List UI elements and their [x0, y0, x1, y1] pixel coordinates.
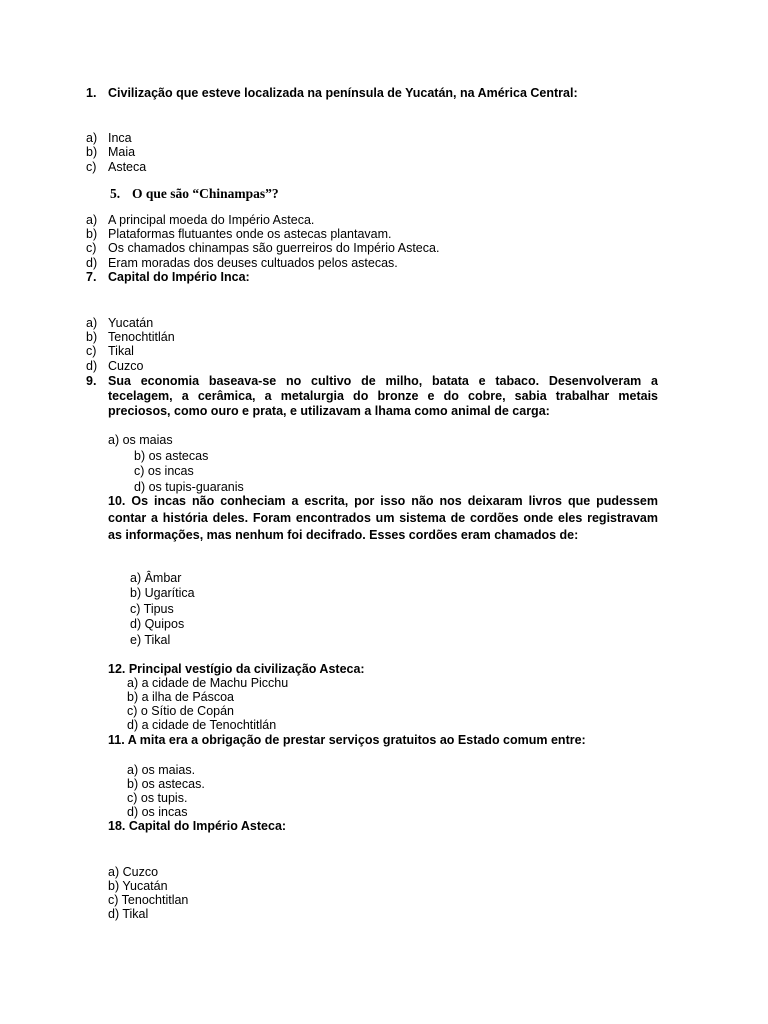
q12-option-b: b) a ilha de Páscoa — [127, 690, 235, 704]
q7-option-d: d) Cuzco — [86, 359, 144, 373]
question-5-title: 5. O que são “Chinampas”? — [110, 186, 279, 201]
q5-option-d: d) Eram moradas dos deuses cultuados pelos astecas. — [86, 256, 398, 270]
q7-option-b: b) Tenochtitlán — [86, 330, 175, 344]
q18-option-a: a) Cuzco — [108, 865, 159, 879]
q12-option-a: a) a cidade de Machu Picchu — [127, 676, 289, 690]
q9-option-a: a) os maias — [108, 433, 173, 447]
q9-option-d: d) os tupis-guaranis — [134, 480, 244, 494]
q18-option-c: c) Tenochtitlan — [108, 893, 189, 907]
q5-option-a: a) A principal moeda do Império Asteca. — [86, 213, 315, 227]
q11-option-d: d) os incas — [127, 805, 188, 819]
q5-option-b: b) Plataformas flutuantes onde os astecas plantavam. — [86, 227, 392, 241]
q11-option-a: a) os maias. — [127, 763, 196, 777]
q10-option-a: a) Âmbar — [130, 571, 182, 585]
question-9-line-3: preciosos, como ouro e prata, e utilizavam a lhama como animal de carga: — [108, 404, 550, 418]
q12-option-d: d) a cidade de Tenochtitlán — [127, 718, 277, 732]
q9-option-c: c) os incas — [134, 464, 194, 478]
q18-option-b: b) Yucatán — [108, 879, 168, 893]
q1-option-b: b) Maia — [86, 145, 136, 159]
question-10-line-2: contar a história deles. Foram encontrados um sistema de cordões onde eles registravam — [108, 511, 658, 525]
question-12-title: 12. Principal vestígio da civilização Asteca: — [108, 662, 365, 676]
q9-option-b: b) os astecas — [134, 449, 209, 463]
q1-option-c: c) Asteca — [86, 160, 147, 174]
question-10-line-3: as informações, mas nenhum foi decifrado. Esses cordões eram chamados de: — [108, 528, 579, 542]
question-9-line-1: Sua economia baseava-se no cultivo de milho, batata e tabaco. Desenvolveram a — [108, 374, 658, 388]
q12-option-c: c) o Sítio de Copán — [127, 704, 235, 718]
q10-option-c: c) Tipus — [130, 602, 174, 616]
question-10-line-1: 10. Os incas não conheciam a escrita, por isso não nos deixaram livros que pudessem — [108, 494, 658, 508]
q18-option-d: d) Tikal — [108, 907, 149, 921]
q7-option-a: a) Yucatán — [86, 316, 154, 330]
question-1-title: 1. Civilização que esteve localizada na península de Yucatán, na América Central: — [86, 86, 578, 100]
q5-option-c: c) Os chamados chinampas são guerreiros do Império Asteca. — [86, 241, 440, 255]
q10-option-b: b) Ugarítica — [130, 586, 195, 600]
question-9-number: 9. — [86, 374, 97, 388]
q11-option-c: c) os tupis. — [127, 791, 188, 805]
question-11-title: 11. A mita era a obrigação de prestar serviços gratuitos ao Estado comum entre: — [108, 733, 586, 747]
question-18-title: 18. Capital do Império Asteca: — [108, 819, 287, 833]
q10-option-e: e) Tikal — [130, 633, 171, 647]
q1-option-a: a) Inca — [86, 131, 132, 145]
q11-option-b: b) os astecas. — [127, 777, 205, 791]
question-9-line-2: tecelagem, a cerâmica, a metalurgia do bronze e do cobre, sabia trabalhar metais — [108, 389, 658, 403]
q10-option-d: d) Quipos — [130, 617, 185, 631]
question-7-title: 7. Capital do Império Inca: — [86, 270, 250, 284]
q7-option-c: c) Tikal — [86, 344, 134, 358]
